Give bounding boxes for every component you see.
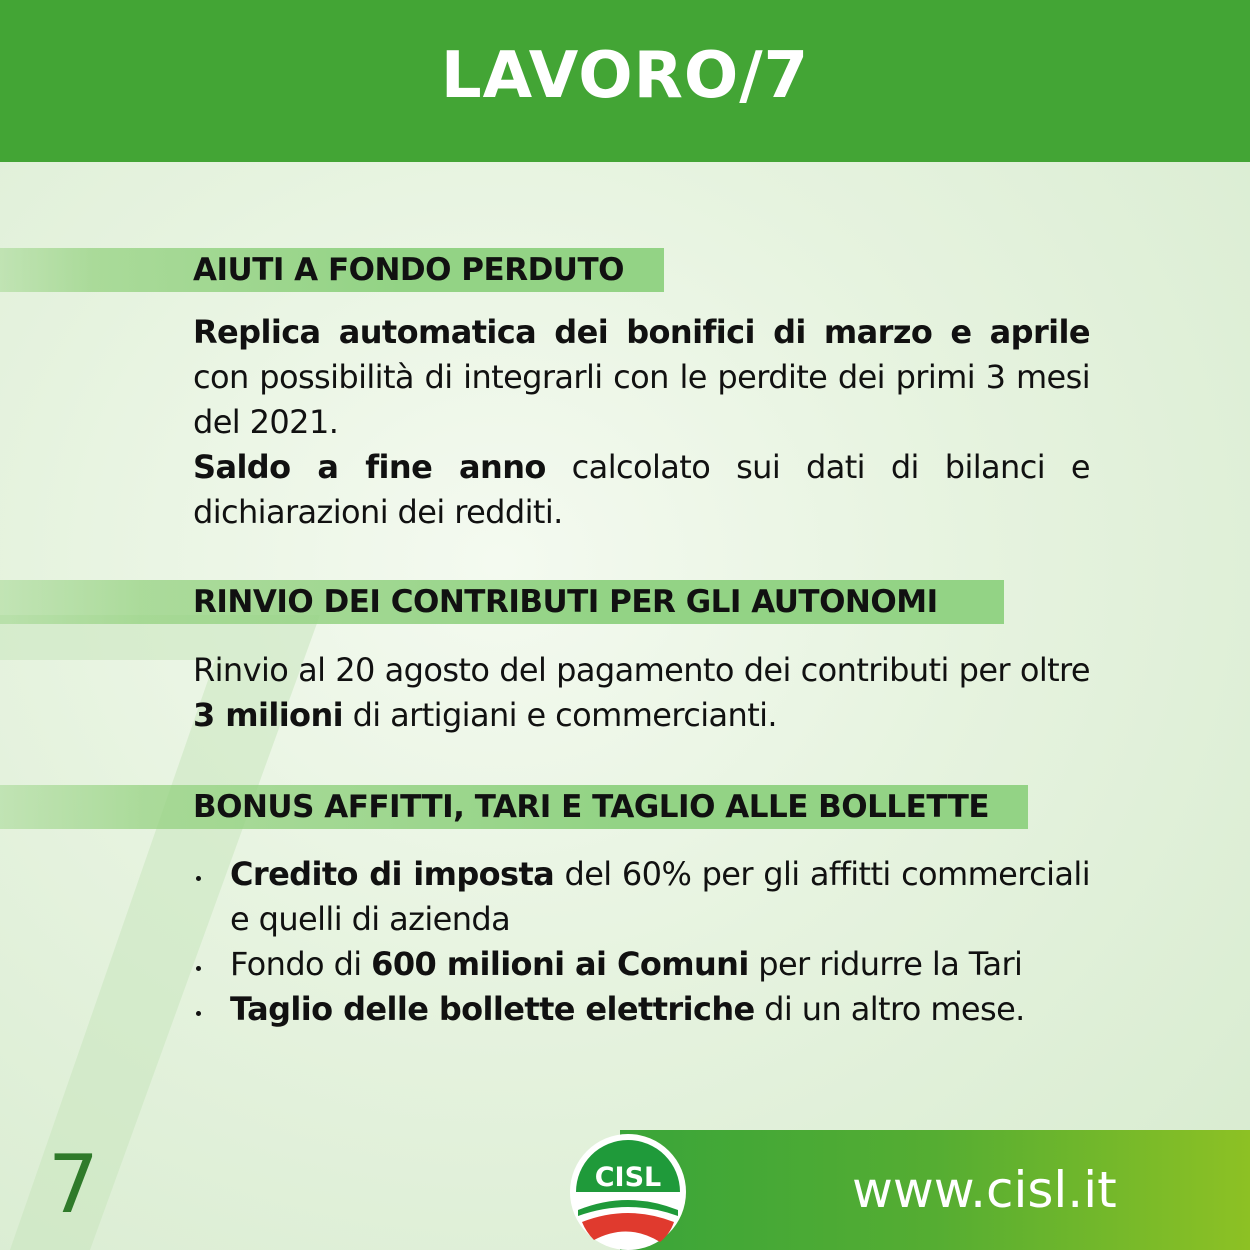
bullet-3-bold: Taglio delle bollette elettriche <box>230 990 755 1028</box>
aiuti-paragraph-2 <box>193 445 1090 535</box>
section-heading-label: BONUS AFFITTI, TARI E TAGLIO ALLE BOLLETTE <box>193 789 990 825</box>
bullet-2-text-after: per ridurre la Tari <box>748 945 1023 983</box>
rinvio-paragraph-text-before: Rinvio al 20 agosto del pagamento dei contributi per oltre <box>193 651 1090 689</box>
aiuti-paragraph-2-bold: Saldo a fine anno <box>193 448 546 486</box>
section-heading-label: AIUTI A FONDO PERDUTO <box>193 252 624 288</box>
page-title: LAVORO/7 <box>440 39 810 113</box>
logo-text: CISL <box>594 1162 662 1193</box>
page-number: 7 <box>48 1138 99 1231</box>
list-item <box>193 852 1090 942</box>
aiuti-paragraph-2-text: calcolato sui dati di bilanci e dichiarazioni dei redditi. <box>193 448 1090 531</box>
list-item <box>193 987 1090 1032</box>
section-heading-rinvio <box>0 580 1004 624</box>
bullet-2-text-before: Fondo di <box>230 945 372 983</box>
bonus-bullet-list <box>193 852 1090 1032</box>
bullet-3-text: di un altro mese. <box>754 990 1025 1028</box>
bullet-1-text: del 60% per gli affitti commerciali e quelli di azienda <box>230 855 1090 938</box>
bullet-2-bold: 600 milioni ai Comuni <box>371 945 749 983</box>
cisl-logo <box>566 1130 690 1250</box>
page-header <box>0 0 1250 162</box>
aiuti-paragraph-1-text: con possibilità di integrarli con le perdite dei primi 3 mesi del 2021. <box>193 358 1090 441</box>
section-heading-aiuti <box>0 248 664 292</box>
aiuti-paragraph-1-bold: Replica automatica dei bonifici di marzo e aprile <box>193 313 1090 351</box>
section-heading-label: RINVIO DEI CONTRIBUTI PER GLI AUTONOMI <box>193 584 938 620</box>
list-item <box>193 942 1090 987</box>
section-heading-bonus <box>0 785 1028 829</box>
rinvio-paragraph-text-after: di artigiani e commercianti. <box>343 696 778 734</box>
website-url: www.cisl.it <box>852 1161 1117 1219</box>
rinvio-paragraph-bold: 3 milioni <box>193 696 343 734</box>
rinvio-paragraph <box>193 648 1090 738</box>
bullet-1-bold: Credito di imposta <box>230 855 555 893</box>
aiuti-paragraph-1 <box>193 310 1090 445</box>
